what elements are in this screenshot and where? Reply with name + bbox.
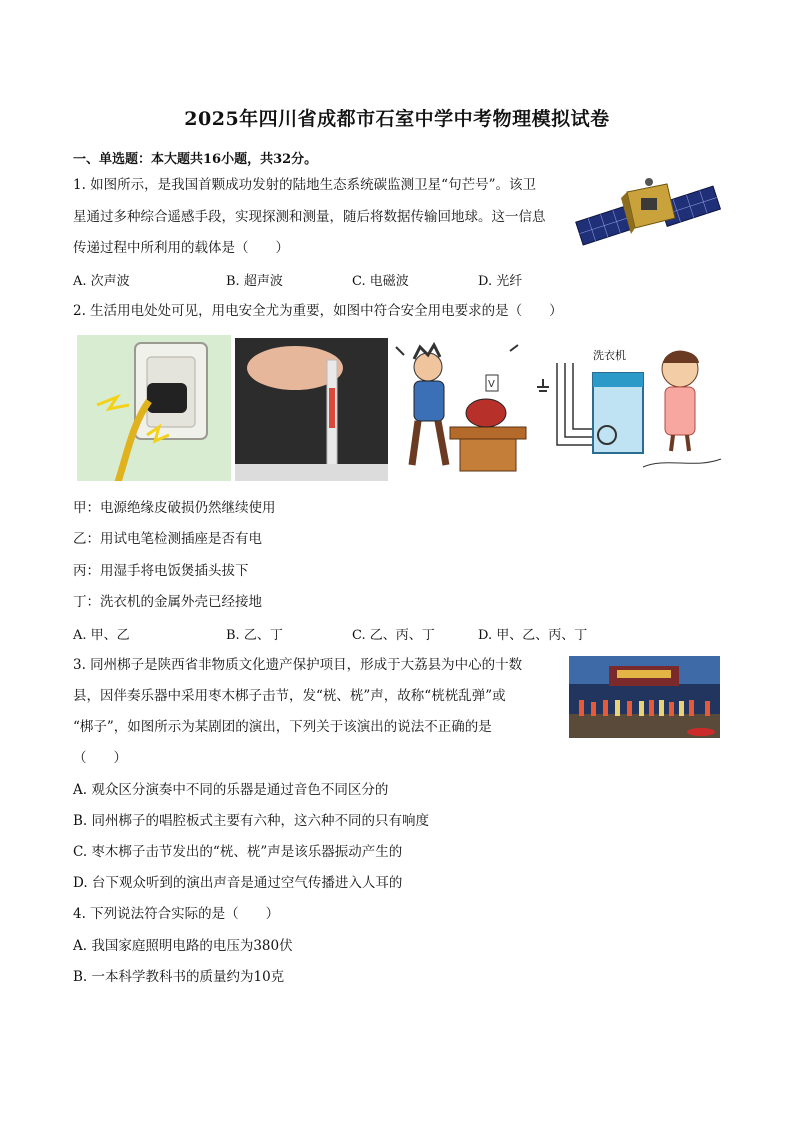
exam-title: 2025年四川省成都市石室中学中考物理模拟试卷 xyxy=(184,108,610,130)
q4-stem: 4. 下列说法符合实际的是（ ） xyxy=(73,906,280,922)
q1-line-3: 传递过程中所利用的载体是（ ） xyxy=(73,240,289,256)
q1-option-b: B. 超声波 xyxy=(226,274,283,289)
q1-line-1: 1. 如图所示，是我国首颗成功发射的陆地生态系统碳监测卫星“句芒号”。该卫 xyxy=(73,177,536,193)
q2-option-c: C. 乙、丙、丁 xyxy=(352,628,435,643)
washing-machine-ground-image xyxy=(535,341,723,479)
q2-option-b: B. 乙、丁 xyxy=(226,628,283,643)
plug-broken-wire-image xyxy=(77,335,231,481)
wet-hand-rice-cooker-image xyxy=(390,341,530,479)
q2-statement-ding: 丁：洗衣机的金属外壳已经接地 xyxy=(73,594,262,610)
q1-line-2: 星通过多种综合遥感手段，实现探测和测量，随后将数据传输回地球。这一信息 xyxy=(73,209,546,225)
q3-line-3: “梆子”，如图所示为某剧团的演出，下列关于该演出的说法不正确的是 xyxy=(73,719,492,735)
q3-option-b: B. 同州梆子的唱腔板式主要有六种，这六种不同的只有响度 xyxy=(73,813,430,829)
washing-machine-label: 洗衣机 xyxy=(593,349,626,362)
q3-line-1: 3. 同州梆子是陕西省非物质文化遗产保护项目，形成于大荔县为中心的十数 xyxy=(73,657,523,673)
test-pen-image xyxy=(235,338,388,481)
q3-option-d: D. 台下观众听到的演出声音是通过空气传播进入人耳的 xyxy=(73,875,403,891)
svg-text:V: V xyxy=(488,379,495,390)
satellite-image xyxy=(575,170,721,250)
q2-statement-bing: 丙：用湿手将电饭煲插头拔下 xyxy=(73,563,249,579)
q2-option-a: A. 甲、乙 xyxy=(73,628,130,643)
q3-option-a: A. 观众区分演奏中不同的乐器是通过音色不同区分的 xyxy=(73,782,389,798)
q2-statement-yi: 乙：用试电笔检测插座是否有电 xyxy=(73,531,262,547)
q1-option-d: D. 光纤 xyxy=(478,274,523,289)
section-header: 一、单选题：本大题共16小题，共32分。 xyxy=(73,152,318,167)
q2-statement-jia: 甲：电源绝缘皮破损仍然继续使用 xyxy=(73,500,276,516)
q4-option-b: B. 一本科学教科书的质量约为10克 xyxy=(73,969,285,985)
opera-stage-image xyxy=(569,656,720,738)
q2-stem: 2. 生活用电处处可见，用电安全尤为重要，如图中符合安全用电要求的是（ ） xyxy=(73,303,563,319)
q2-option-d: D. 甲、乙、丙、丁 xyxy=(478,628,588,643)
q1-option-a: A. 次声波 xyxy=(73,274,130,289)
q4-option-a: A. 我国家庭照明电路的电压为380伏 xyxy=(73,938,293,954)
q1-option-c: C. 电磁波 xyxy=(352,274,409,289)
q3-line-2: 县，因伴奏乐器中采用枣木梆子击节，发“桄、桄”声，故称“桄桄乱弹”或 xyxy=(73,688,506,704)
q3-option-c: C. 枣木梆子击节发出的“桄、桄”声是该乐器振动产生的 xyxy=(73,844,403,860)
q3-line-4: （ ） xyxy=(73,750,127,766)
